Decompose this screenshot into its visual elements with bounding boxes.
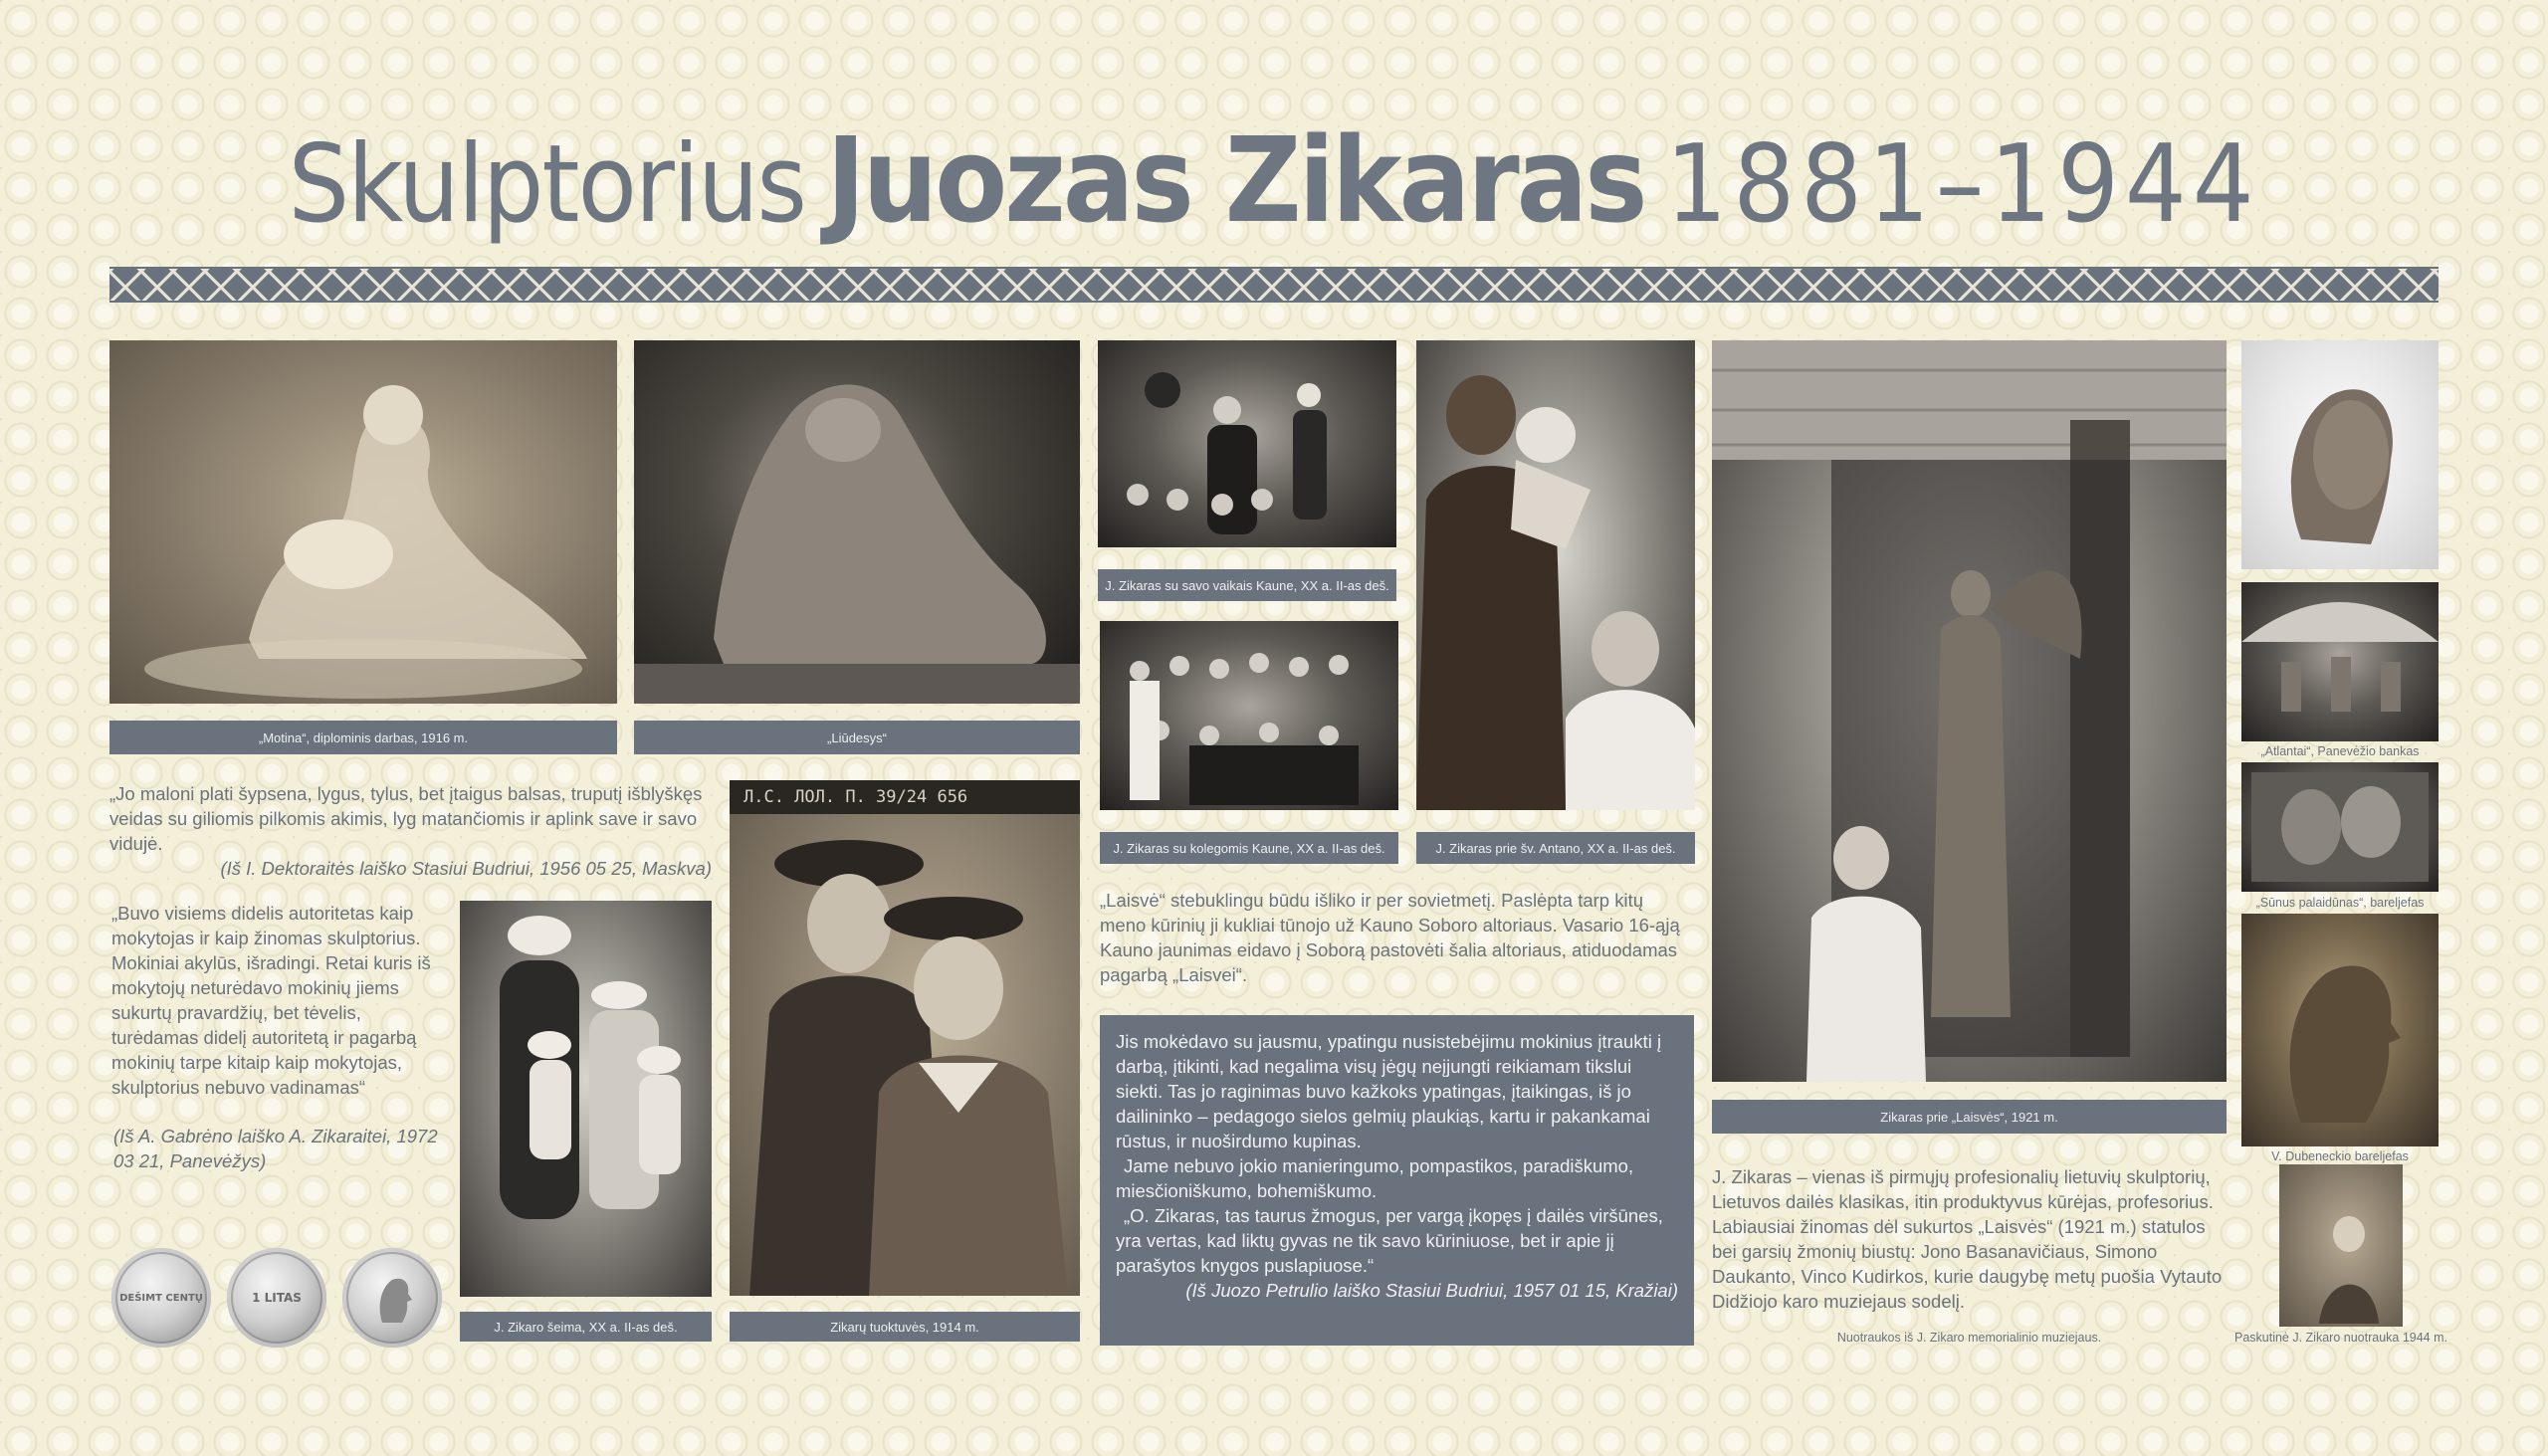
litas-coin-icon — [227, 1248, 326, 1348]
last-photo-man-icon — [2279, 1164, 2403, 1327]
wedding-caption: Zikarų tuoktuvės, 1914 m. — [730, 1312, 1080, 1342]
dubeneckis-relief-photo — [2241, 914, 2439, 1146]
family-group-icon — [460, 901, 712, 1297]
quote-dektoraite-text: „Jo maloni plati šypsena, lygus, tylus, bet įtaigus balsas, truputį išblyškęs veidas su giliomis pilkomis akimis, lyg matančiomis ir aplink save ir savo vidujė. — [109, 783, 703, 854]
petrulis-quote-p2: Jame nebuvo jokio manieringumo, pompastikos, paradiškumo, miesčioniškumo, bohemiškumo. — [1116, 1155, 1634, 1201]
petrulis-quote-box — [1100, 1015, 1694, 1346]
quote-gabrenas — [111, 901, 440, 1173]
st-anthony-photo — [1416, 340, 1695, 810]
portrait-coin-icon — [342, 1248, 442, 1348]
atlantai-photo — [2241, 582, 2439, 741]
family-caption: J. Zikaro šeima, XX a. II-as deš. — [460, 1312, 712, 1342]
title-prefix: Skulptorius — [288, 122, 806, 247]
bio-paragraph — [1712, 1164, 2234, 1314]
st-anthony-caption: J. Zikaras prie šv. Antano, XX a. II-as deš. — [1416, 832, 1695, 864]
laisve-paragraph — [1100, 888, 1692, 987]
quote-gabrenas-source: (Iš A. Gabrėno laiško A. Zikaraitei, 1972 03 21, Panevėžys) — [113, 1126, 438, 1171]
coin-label: DEŠIMT CENTŲ — [119, 1292, 203, 1304]
motina-sculpture-photo — [109, 340, 617, 704]
motina-caption: „Motina“, diplominis darbas, 1916 m. — [109, 721, 617, 754]
sunus-relief-photo — [2241, 762, 2439, 892]
portrait-profile-icon — [362, 1268, 422, 1328]
title-years: 1881–1944 — [1665, 122, 2260, 247]
title-name: Juozas Zikaras — [826, 111, 1645, 249]
sunus-caption: „Sūnus palaidūnas“, bareljefas — [2255, 896, 2425, 910]
colleagues-photo — [1100, 621, 1398, 810]
children-photo — [1098, 340, 1396, 547]
quote-dektoraite-source: (Iš I. Dektoraitės laiško Stasiui Budriui, 1956 05 25, Maskva) — [220, 858, 712, 879]
quote-gabrenas-text: „Buvo visiems didelis autoritetas kaip mokytojas ir kaip žinomas skulptorius. Mokiniai akylūs, išradingi. Retai kuris iš mokytojų neturėdavo mokinių jiems sukurtų pravardžių, bet tėvelis, turėdamas didelį autoritetą ir pagarbą mokinių tarpe kitaip kaip mokytojas, skulptorius nebuvo vadinamas“ — [111, 903, 431, 1098]
laisve-text: „Laisvė“ stebuklingu būdu išliko ir per sovietmetį. Paslėpta tarp kitų meno kūrinių ji kukliai tūnojo už Kauno Soboro altoriaus. Vasario 16-ąją Kauno jaunimas eidavo į Soborą pastovėti šalia altoriaus, atiduodamas pagarbą „Laisvei“. — [1100, 890, 1680, 985]
colleagues-group-icon — [1100, 621, 1398, 810]
museum-credit: Nuotraukos iš J. Zikaro memorialinio muziejaus. — [1836, 1331, 2102, 1345]
family-photo — [460, 901, 712, 1297]
portrait-bust-photo — [2241, 340, 2439, 569]
children-group-icon — [1098, 340, 1396, 547]
vytis-coin-icon — [111, 1248, 211, 1348]
ornament-band — [109, 267, 2439, 303]
laisve-caption: Zikaras prie „Laisvės“, 1921 m. — [1712, 1100, 2227, 1134]
children-caption: J. Zikaras su savo vaikais Kaune, XX a. II-as deš. — [1098, 569, 1396, 601]
st-anthony-statue-icon — [1416, 340, 1695, 810]
wedding-couple-icon — [730, 814, 1080, 1296]
wedding-photo — [730, 780, 1080, 1296]
laisve-statue-photo — [1712, 340, 2227, 1082]
liudesys-sculpture-photo — [634, 340, 1080, 704]
atlantai-caption: „Atlantai“, Panevėžio bankas — [2260, 744, 2420, 758]
colleagues-caption: J. Zikaras su kolegomis Kaune, XX a. II-as deš. — [1100, 832, 1398, 864]
last-photo-caption: Paskutinė J. Zikaro nuotrauka 1944 m. — [2233, 1331, 2447, 1345]
dubeneckis-caption: V. Dubeneckio bareljefas — [2271, 1149, 2409, 1163]
petrulis-quote-p3: „O. Zikaras, tas taurus žmogus, per vargą įkopęs į dailės viršūnes, yra vertas, kad liktų gyvas ne tik savo kūriniuose, bet ir apie jį parašytos knygos puslapiuose.“ — [1116, 1205, 1663, 1276]
laisve-angel-statue-icon — [1712, 340, 2227, 1082]
quote-dektoraite — [109, 781, 712, 881]
last-photo — [2279, 1164, 2403, 1327]
portrait-bust-icon — [2241, 340, 2439, 569]
coin-label: 1 LITAS — [252, 1291, 302, 1305]
dubeneckis-profile-icon — [2241, 914, 2439, 1146]
liudesys-caption: „Liūdesys“ — [634, 721, 1080, 754]
liudesys-sculpture-icon — [634, 340, 1080, 704]
page-title — [0, 111, 2548, 261]
atlantai-dome-icon — [2241, 582, 2439, 741]
sunus-relief-icon — [2241, 762, 2439, 892]
petrulis-quote-p1: Jis mokėdavo su jausmu, ypatingu nusistebėjimu mokinius įtraukti į darbą, įtikinti, kad negalima visų jėgų neįjungti reikiamam tikslui siekti. Tas jo raginimas buvo kažkoks ypatingas, įtaikingas, iš jo dailininko – pedagogo sielos gelmių plaukiąs, kartu ir pakankamai rūstus, ir nuoširdumo kupinas. — [1116, 1031, 1662, 1151]
bio-text: J. Zikaras – vienas iš pirmųjų profesionalių lietuvių skulptorių, Lietuvos dailės klasikas, itin produktyvus kūrėjas, profesorius. Labiausiai žinomas dėl sukurtos „Laisvės“ (1921 m.) statulos bei garsių žmonių biustų: Jono Basanavičiaus, Simono Daukanto, Vinco Kudirkos, kurie daugybę metų puošia Vytauto Didžiojo karo muziejaus sodelį. — [1712, 1166, 2223, 1312]
motina-sculpture-icon — [109, 340, 617, 704]
petrulis-quote-source: (Iš Juozo Petrulio laiško Stasiui Budriui, 1957 01 15, Kražiai) — [1185, 1280, 1678, 1301]
wedding-plate-number: Л.С. ЛОЛ. П. 39/24 656 — [730, 780, 1080, 814]
